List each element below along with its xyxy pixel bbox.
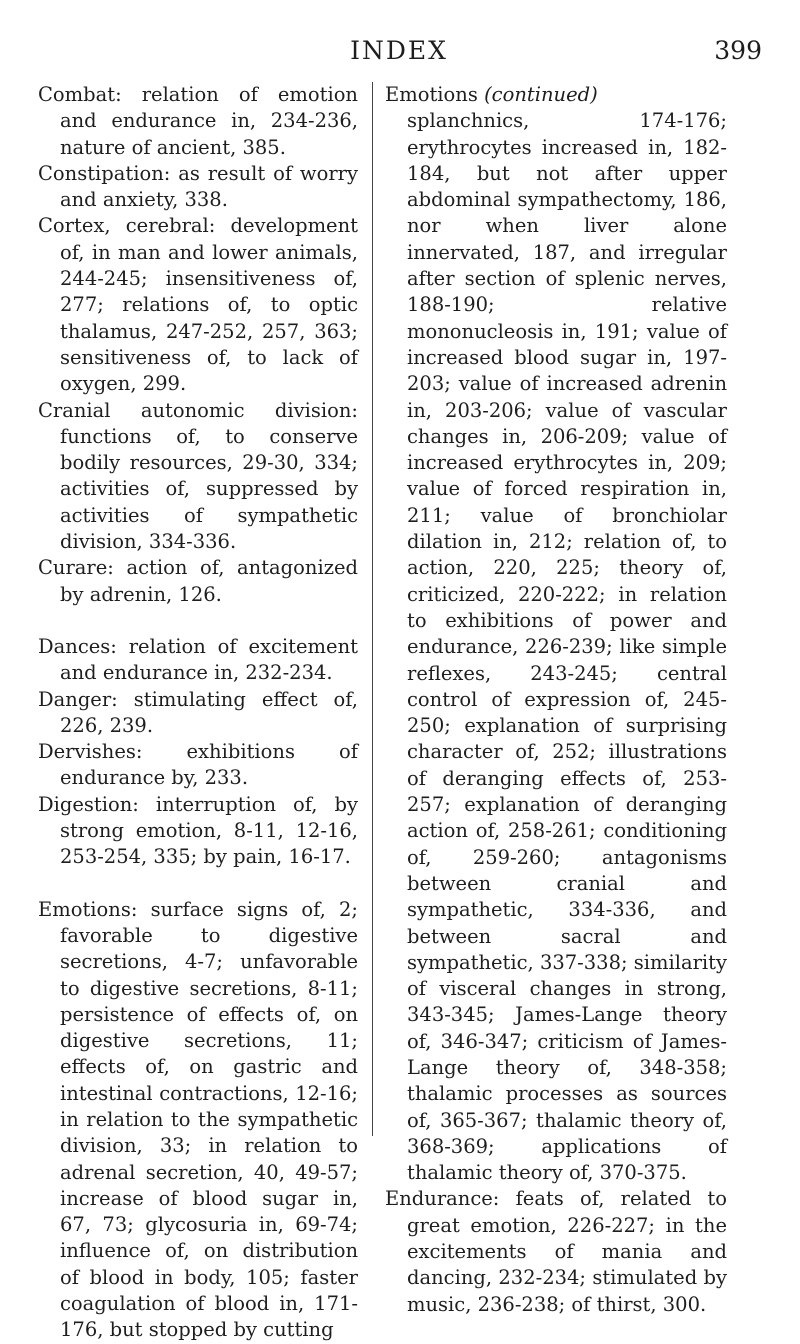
page-title: INDEX [350,36,448,65]
continued-heading [385,82,727,108]
page-header [36,36,762,70]
left-column [38,82,358,1344]
index-entry-combat: Combat: relation of emotion and endurance in, 234-236, nature of ancient, 385. [38,83,358,159]
index-entry-danger: Danger: stimulating effect of, 226, 239. [38,687,358,737]
index-entry-emotions: Emotions: surface signs of, 2; favorable to digestive secretions, 4-7; unfavorable to digestive secretions, 8-11; persistence of effects of, on digestive secretions, 11; effects of, on gastric and intestinal contractions, 12-16; in relation to the sympathetic division, 33; in relation to adrenal secretion, 40, 49-57; increase of blood sugar in, 67, 73; glycosuria in, 69-74; influence of, on distribution of blood in body, 105; faster coagulation of blood in, 171-176, but stopped by cutting [38,897,358,1342]
continued-label: (continued) [484,83,598,106]
index-entry-dervishes: Dervishes: exhibitions of endurance by, 233. [38,740,358,790]
index-entry-dances: Dances: relation of excitement and endurance in, 232-234. [38,634,358,685]
index-entry-cranial-autonomic: Cranial autonomic division: functions of, to conserve bodily resources, 29-30, 334; activities of, suppressed by activities of sympathetic division, 334-336. [38,398,358,554]
index-entry-constipation: Constipation: as result of worry and anxiety, 338. [38,161,358,212]
index-entry-emotions-continued: splanchnics, 174-176; erythrocytes increased in, 182-184, but not after upper abdominal sympathectomy, 186, nor when liver alone innervated, 187, and irregular after section of splenic nerves, 188-190; relative mononucleosis in, 191; value of increased blood sugar in, 197-203; value of increased adrenin in, 203-206; value of vascular changes in, 206-209; value of increased erythrocytes in, 209; value of forced respiration in, 211; value of bronchiolar dilation in, 212; relation of, to action, 220, 225; theory of, criticized, 220-222; in relation to exhibitions of power and endurance, 226-239; like simple reflexes, 243-245; central control of expression of, 245-250; explanation of surprising character of, 252; illustrations of deranging effects of, 253-257; explanation of deranging action of, 258-261; conditioning of, 259-260; antagonisms between cranial and sympathetic, 334-336, and between sacral and sympathetic, 337-338; similarity of visceral changes in strong, 343-345; James-Lange theory of, 346-347; criticism of James-Lange theory of, 348-358; thalamic processes as sources of, 365-367; thalamic theory of, 368-369; applications of thalamic theory of, 370-375. [407,109,727,1185]
continued-heading-term: Emotions [385,83,478,106]
index-entry-curare: Curare: action of, antagonized by adrenin, 126. [38,556,358,606]
index-entry-endurance: Endurance: feats of, related to great emotion, 226-227; in the excitements of mania and dancing, 232-234; stimulated by music, 236-238; of thirst, 300. [385,1187,727,1316]
right-column [385,82,727,1318]
index-entry-digestion: Digestion: interruption of, by strong emotion, 8-11, 12-16, 253-254, 335; by pain, 16-17. [38,792,358,869]
page-number: 399 [714,36,762,65]
column-divider [372,82,373,1136]
index-entry-cortex: Cortex, cerebral: development of, in man and lower animals, 244-245; insensitiveness of, 277; relations of, to optic thalamus, 247-252, 257, 363; sensitiveness of, to lack of oxygen, 299. [38,214,358,396]
